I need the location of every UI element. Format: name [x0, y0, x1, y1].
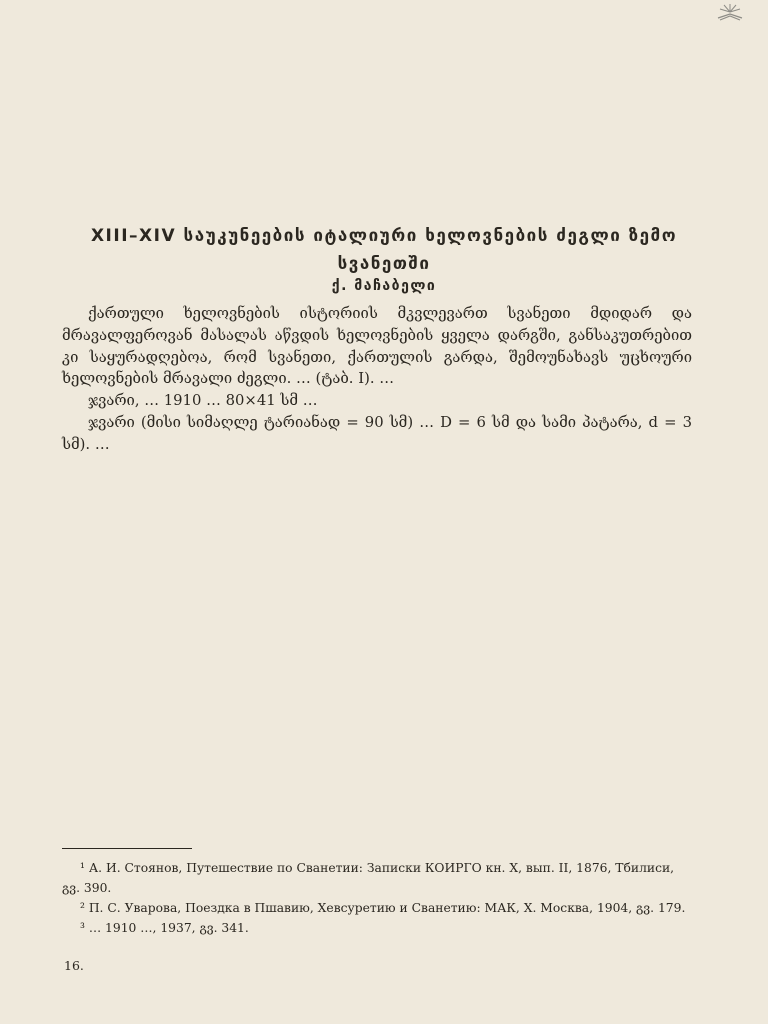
- footnote-divider: [62, 848, 192, 849]
- page-number: 16.: [64, 958, 84, 973]
- footnotes: [62, 858, 686, 938]
- body-paragraph: ჯვარი (მისი სიმაღლე ტარიანად = 90 სმ) … D = 6 სმ და სამი პატარა, d = 3 სმ). …: [62, 413, 692, 453]
- body-paragraph: ქართული ხელოვნების ისტორიის მკვლევართ სვანეთი მდიდარ და მრავალფეროვან მასალას აწვდის ხელოვნების ყველა დარგში, განსაკუთრებით კი საყურადღებოა, რომ სვანეთი, ქართულის გარდა, შემოუნახავს უცხოური ხელოვნების მრავალი ძეგლი. … (ტაბ. I). …: [62, 305, 692, 388]
- footnote: ¹ А. И. Стоянов, Путешествие по Сванетии: Записки КОИРГО кн. X, вып. II, 1876, Тбилиси, გვ. 390.: [62, 861, 675, 895]
- footnote: ² П. С. Уварова, Поездка в Пшавию, Хевсуретию и Сванетию: МАК, X. Москва, 1904, გვ. 179.: [80, 901, 686, 915]
- article-body: [62, 303, 692, 456]
- article-title: XIII–XIV საუკუნეების იტალიური ხელოვნების ძეგლი ზემო სვანეთში: [90, 226, 678, 274]
- library-logo: [702, 2, 758, 22]
- book-rays-icon: [715, 2, 745, 22]
- article-author: ქ. მაჩაბელი: [331, 278, 437, 294]
- body-paragraph: ჯვარი, … 1910 … 80×41 სმ …: [88, 392, 318, 410]
- footnote: ³ … 1910 …, 1937, გვ. 341.: [80, 921, 249, 935]
